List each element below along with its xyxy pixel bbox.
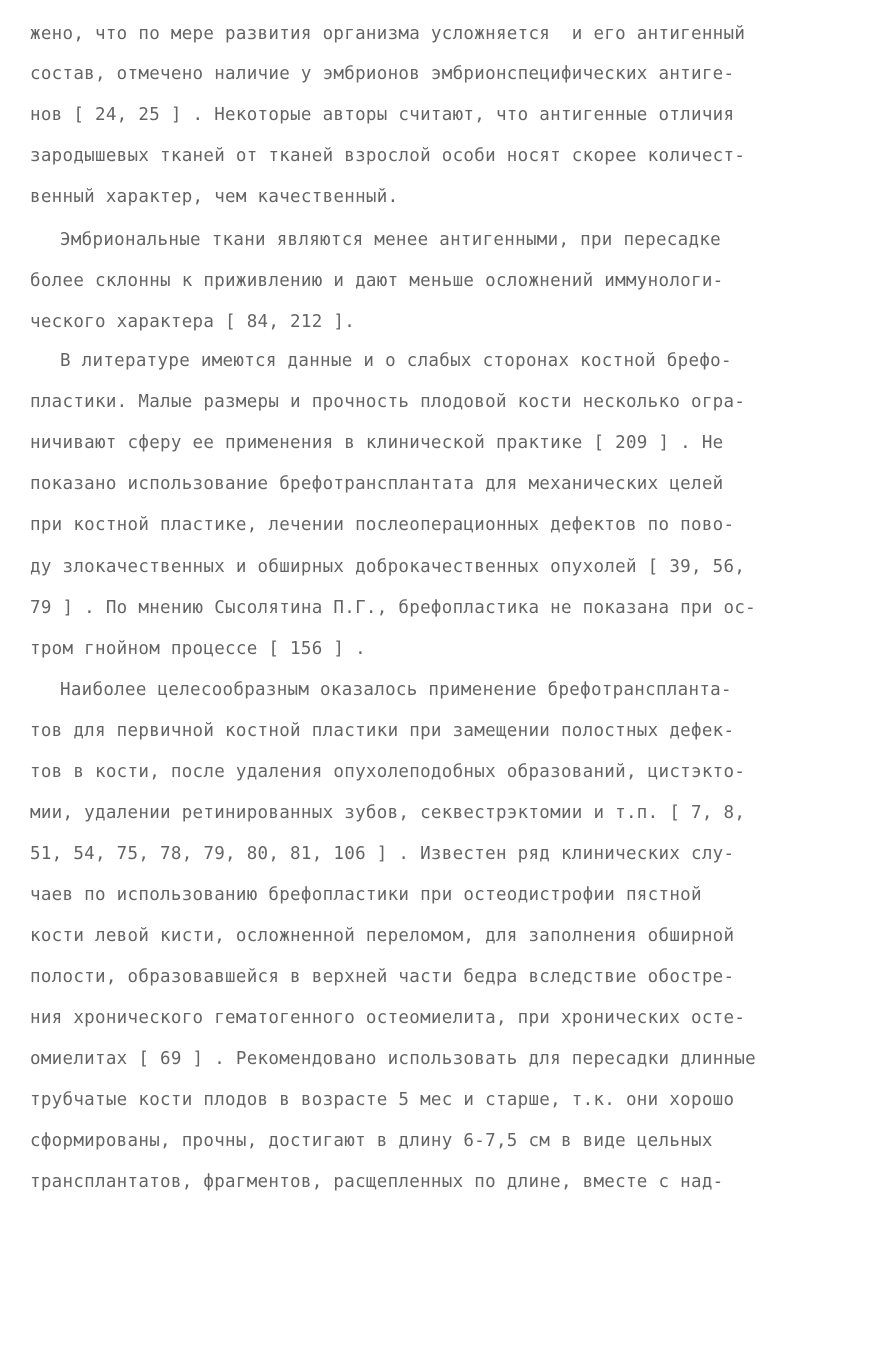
- text-line: венный характер, чем качественный.: [30, 187, 399, 207]
- paragraph-first-line: Эмбриональные ткани являются менее антигенными, при пересадке: [60, 230, 721, 250]
- text-line: зародышевых тканей от тканей взрослой особи носят скорее количест-: [30, 146, 746, 166]
- text-line: трансплантатов, фрагментов, расщепленных по длине, вместе с над-: [30, 1172, 724, 1192]
- text-line: более склонны к приживлению и дают меньше осложнений иммунологи-: [30, 271, 724, 291]
- text-line: тром гнойном процессе [ 156 ] .: [30, 639, 366, 659]
- text-line: полости, образовавшейся в верхней части бедра вследствие обостре-: [30, 967, 735, 987]
- text-line: ния хронического гематогенного остеомиелита, при хронических осте-: [30, 1008, 746, 1028]
- text-line: тов для первичной костной пластики при замещении полостных дефек-: [30, 721, 735, 741]
- text-line: чаев по использованию брефопластики при остеодистрофии пястной: [30, 885, 702, 905]
- paragraph-first-line: В литературе имеются данные и о слабых сторонах костной брефо-: [60, 351, 732, 371]
- text-line: при костной пластике, лечении послеоперационных дефектов по пово-: [30, 515, 735, 535]
- text-line: показано использование брефотрансплантата для механических целей: [30, 474, 724, 494]
- text-line: омиелитах [ 69 ] . Рекомендовано использовать для пересадки длинные: [30, 1049, 757, 1069]
- text-line: нов [ 24, 25 ] . Некоторые авторы считают, что антигенные отличия: [30, 105, 735, 125]
- text-line: ческого характера [ 84, 212 ].: [30, 312, 356, 332]
- text-line: 79 ] . По мнению Сысолятина П.Г., брефопластика не показана при ос-: [30, 598, 757, 618]
- text-line: ничивают сферу ее применения в клинической практике [ 209 ] . Не: [30, 433, 724, 453]
- text-line: жено, что по мере развития организма усложняется и его антигенный: [30, 24, 746, 44]
- text-line: состав, отмечено наличие у эмбрионов эмбрионспецифических антиге-: [30, 64, 735, 84]
- text-line: 51, 54, 75, 78, 79, 80, 81, 106 ] . Известен ряд клинических слу-: [30, 844, 735, 864]
- text-line: тов в кости, после удаления опухолеподобных образований, цистэкто-: [30, 762, 746, 782]
- paragraph-first-line: Наиболее целесообразным оказалось применение брефотранспланта-: [60, 680, 732, 700]
- text-line: ду злокачественных и обширных доброкачественных опухолей [ 39, 56,: [30, 557, 746, 577]
- text-line: кости левой кисти, осложненной переломом, для заполнения обширной: [30, 926, 735, 946]
- text-line: сформированы, прочны, достигают в длину 6-7,5 см в виде цельных: [30, 1131, 713, 1151]
- text-line: мии, удалении ретинированных зубов, секвестрэктомии и т.п. [ 7, 8,: [30, 803, 746, 823]
- text-line: трубчатые кости плодов в возрасте 5 мес и старше, т.к. они хорошо: [30, 1090, 735, 1110]
- text-line: пластики. Малые размеры и прочность плодовой кости несколько огра-: [30, 392, 746, 412]
